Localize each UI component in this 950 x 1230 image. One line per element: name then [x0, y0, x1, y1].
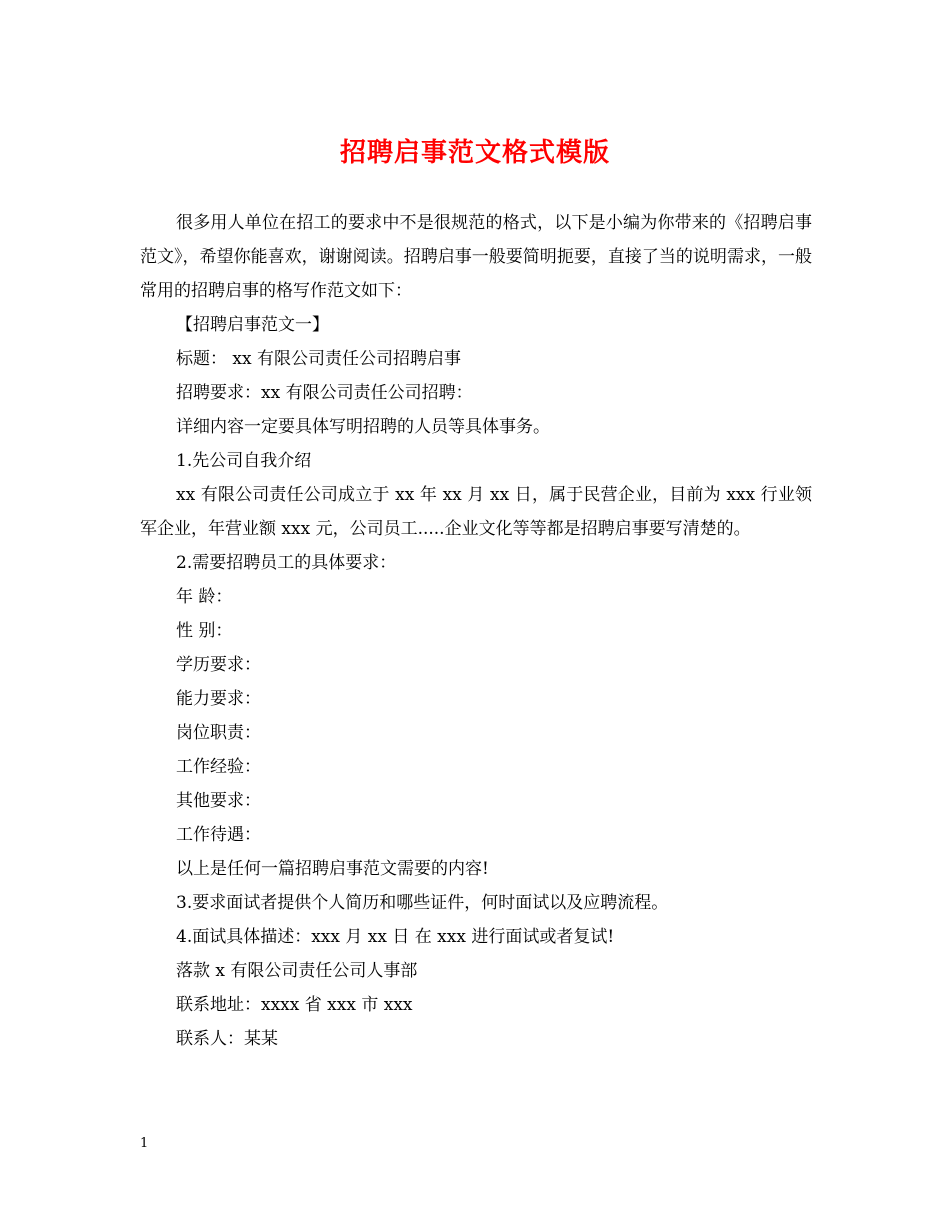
- page-number: 1: [140, 1136, 149, 1151]
- duties-line: 岗位职责：: [176, 723, 261, 743]
- other-requirements-line: 其他要求：: [176, 791, 261, 811]
- address-line: 联系地址：xxxx 省 xxx 市 xxx: [176, 995, 413, 1015]
- age-line: 年 龄：: [176, 587, 233, 607]
- section-3-line: 3.要求面试者提供个人简历和哪些证件，何时面试以及应聘流程。: [176, 893, 669, 913]
- education-line: 学历要求：: [176, 655, 261, 675]
- sample-heading: 【招聘启事范文一】: [176, 315, 329, 335]
- signature-line: 落款 x 有限公司责任公司人事部: [176, 961, 418, 981]
- gender-line: 性 别：: [176, 621, 233, 641]
- section-4-line: 4.面试具体描述：xxx 月 xx 日 在 xxx 进行面试或者复试!: [176, 927, 615, 947]
- detail-line: 详细内容一定要具体写明招聘的人员等具体事务。: [176, 417, 550, 437]
- headline-line: 标题： xx 有限公司责任公司招聘启事: [176, 349, 461, 369]
- intro-paragraph: 很多用人单位在招工的要求中不是很规范的格式，以下是小编为你带来的《招聘启事范文》，希望你能喜欢，谢谢阅读。招聘启事一般要简明扼要，直接了当的说明需求，一般常用的招聘启事的格写作范文如下：: [140, 213, 812, 301]
- section-1-heading: 1.先公司自我介绍: [176, 451, 312, 471]
- recruit-requirement-line: 招聘要求：xx 有限公司责任公司招聘：: [176, 383, 473, 403]
- section-2-heading: 2.需要招聘员工的具体要求：: [176, 553, 397, 573]
- company-intro-paragraph: xx 有限公司责任公司成立于 xx 年 xx 月 xx 日，属于民营企业，目前为 xxx 行业领军企业，年营业额 xxx 元，公司员工.....企业文化等等都是招聘启事要写清楚的。: [140, 485, 812, 539]
- document-title: 招聘启事范文格式模版: [339, 138, 610, 168]
- contact-line: 联系人：某某: [176, 1029, 278, 1049]
- ability-line: 能力要求：: [176, 689, 261, 709]
- document-body: [140, 206, 812, 1056]
- experience-line: 工作经验：: [176, 757, 261, 777]
- benefits-line: 工作待遇：: [176, 825, 261, 845]
- summary-line: 以上是任何一篇招聘启事范文需要的内容!: [176, 859, 489, 879]
